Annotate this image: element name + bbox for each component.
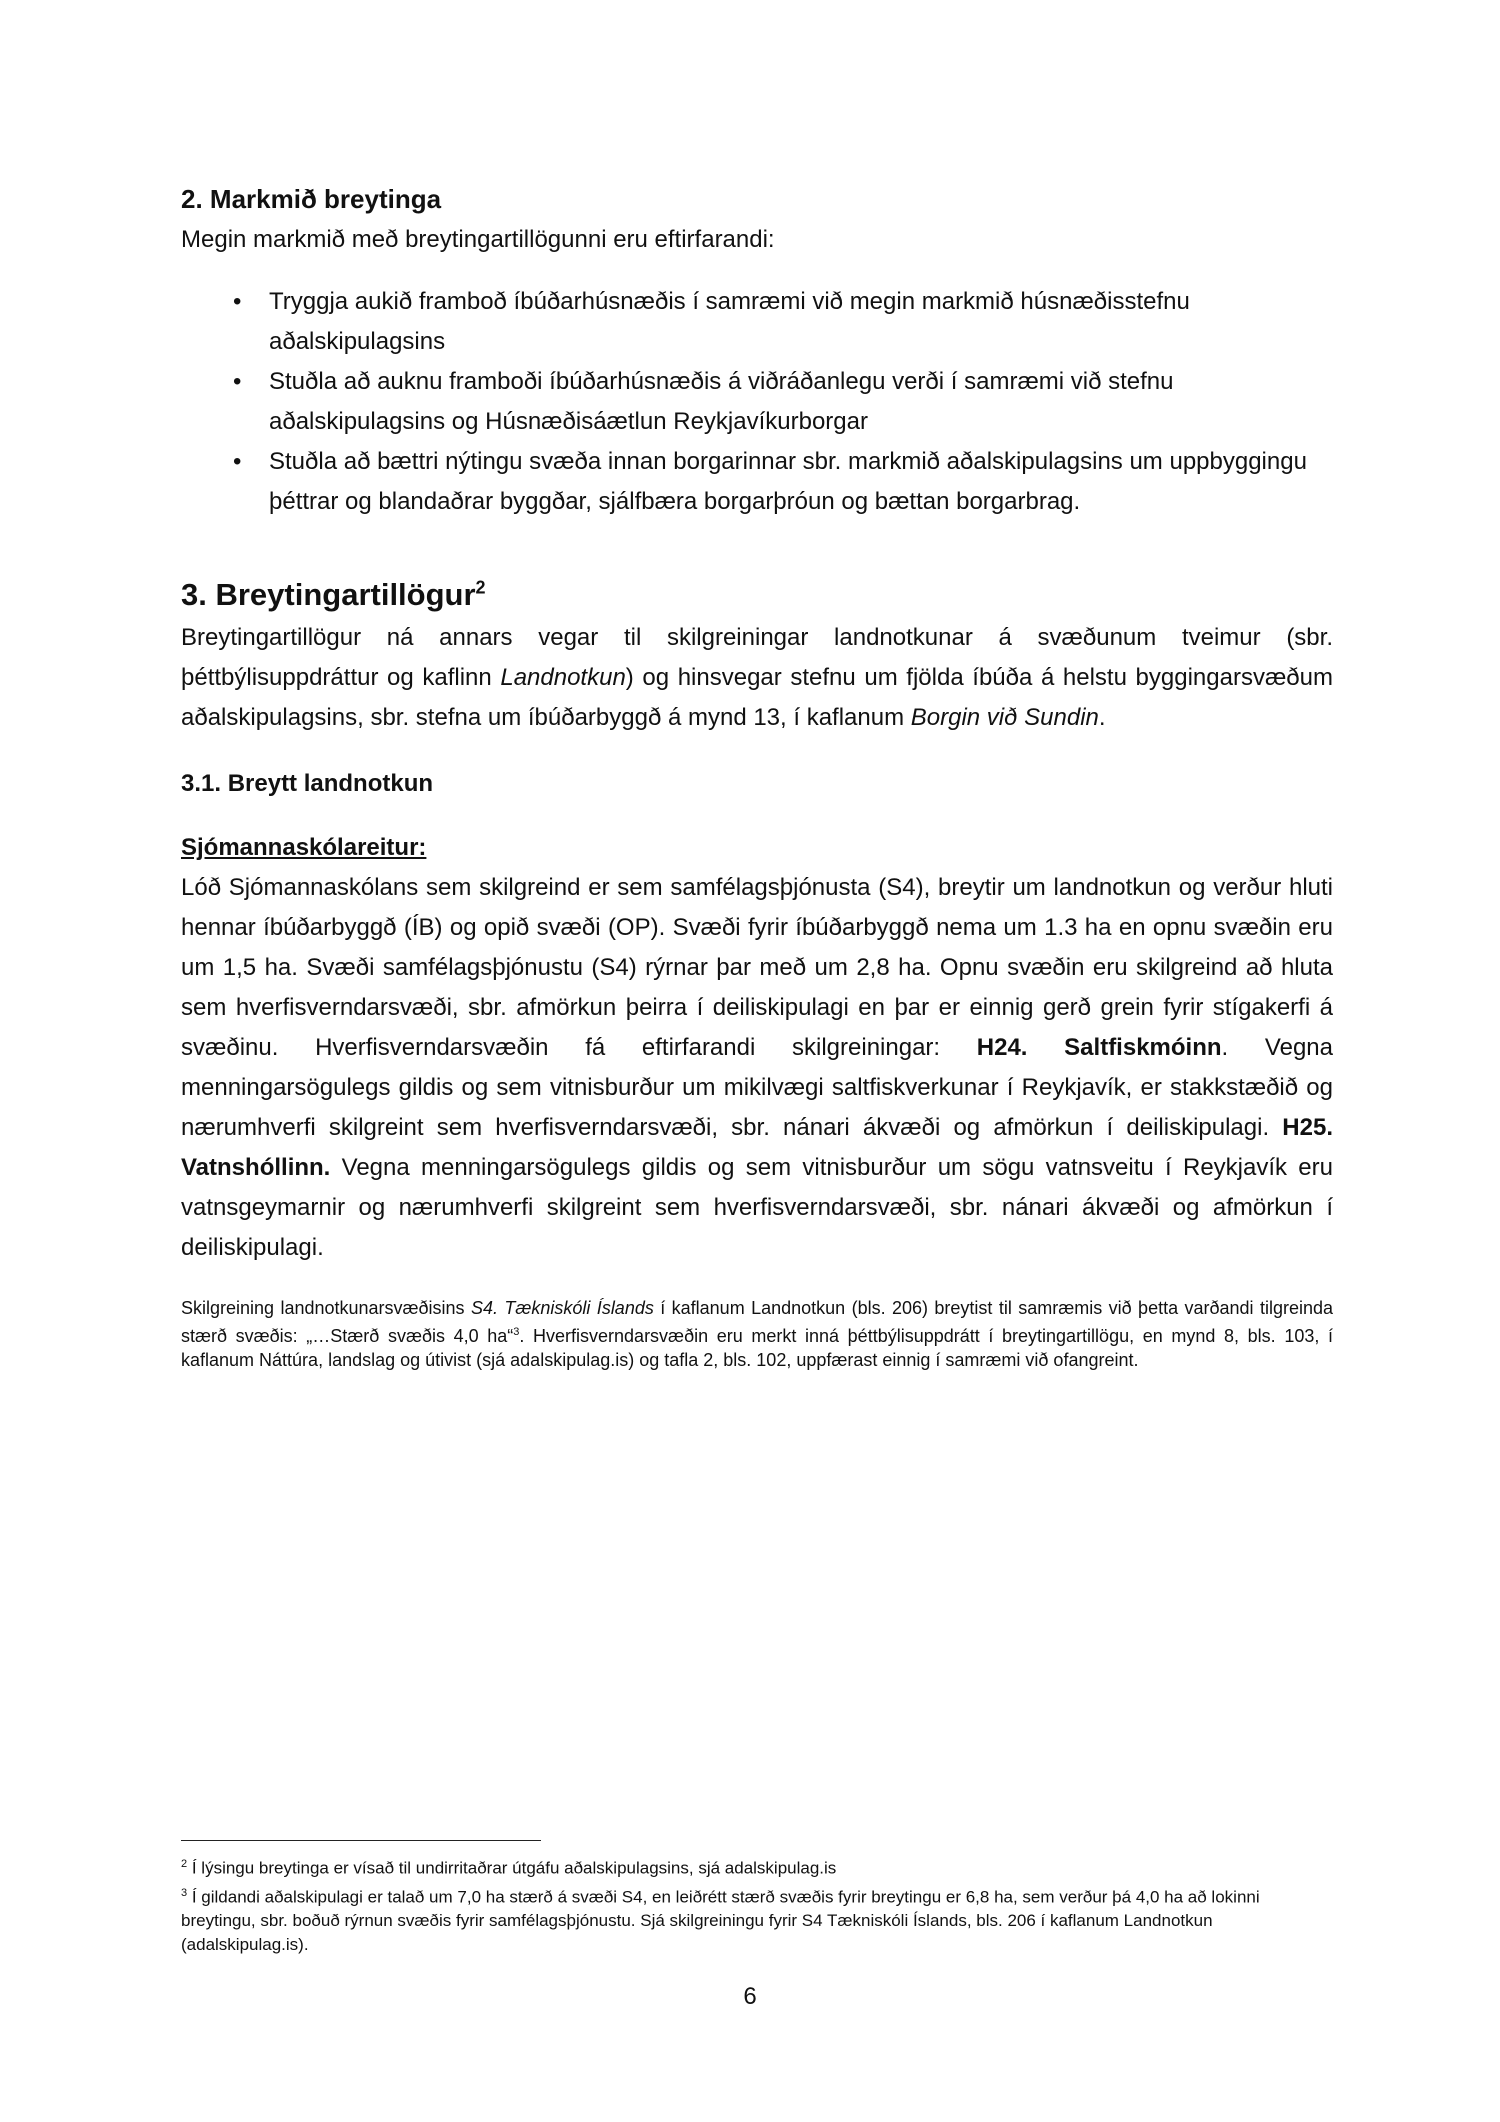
text-run: Vegna menningarsögulegs gildis og sem vitnisburður um sögu vatnsveitu í Reykjavík eru vatnsgeymarnir og nærumhverfi skilgreint sem hverfisverndarsvæði, sbr. nánari ákvæði og afmörkun í deiliskipulagi. [181, 1154, 1333, 1261]
text-run: Skilgreining landnotkunarsvæðisins [181, 1298, 471, 1318]
list-item-text: Tryggja aukið framboð íbúðarhúsnæðis í samræmi við megin markmið húsnæðisstefnu aðalskipulagsins [269, 288, 1190, 355]
section-3-paragraph [181, 618, 1333, 738]
goals-list [181, 282, 1333, 522]
bold-term: H25. Vatnshóllinn. [181, 1114, 1333, 1181]
page-body [181, 178, 1333, 1372]
footnote-number: 3 [181, 1886, 188, 1899]
text-run: . Vegna menningarsögulegs gildis og sem vitnisburður um mikilvægi saltfiskverkunar í Reykjavík, er stakkstæðið og nærumhverfi skilgreint sem hverfisverndarsvæði, sbr. nánari ákvæði og afmörkun í deiliskipulagi. [181, 1034, 1333, 1141]
text-run: . [1098, 704, 1106, 731]
section-3-heading [181, 572, 1333, 618]
list-item [181, 282, 1333, 362]
area-title: Sjómannaskólareitur: [181, 834, 427, 861]
footnote-number: 2 [181, 1858, 188, 1870]
text-run: Breytingartillögur ná annars vegar til skilgreiningar landnotkunar á svæðunum tveimur (sbr. þéttbýlisuppdráttur og kaflinn [181, 624, 1333, 691]
bullet-icon: • [233, 288, 242, 315]
text-run: ) og hinsvegar stefnu um fjölda íbúða á helstu byggingarsvæðum aðalskipulagsins, sbr. stefna um íbúðarbyggð á mynd 13, í kaflanum [181, 664, 1333, 731]
footnote-ref-2[interactable]: 2 [475, 577, 486, 598]
section-3-heading-text: 3. Breytingartillögur [181, 577, 476, 612]
list-item-text: Stuðla að auknu framboði íbúðarhúsnæðis á viðráðanlegu verði í samræmi við stefnu aðalskipulagsins og Húsnæðisáætlun Reykjavíkurborgar [269, 368, 1174, 435]
list-item [181, 362, 1333, 442]
footnotes [181, 1852, 1333, 1957]
list-item-text: Stuðla að bættri nýtingu svæða innan borgarinnar sbr. markmið aðalskipulagsins um uppbyggingu þéttrar og blandaðrar byggðar, sjálfbæra borgarþróun og bættan borgarbrag. [269, 448, 1307, 515]
section-2-heading: 2. Markmið breytinga [181, 184, 442, 214]
italic-term: S4. Tækniskóli Íslands [470, 1298, 654, 1318]
s4-definition-note [181, 1296, 1333, 1372]
text-run: í kaflanum Landnotkun (bls. 206) breytist til samræmis við þetta varðandi tilgreinda stærð svæðis: „…Stærð svæðis 4,0 ha“ [181, 1298, 1333, 1346]
bold-term: H24. Saltfiskmóinn [976, 1034, 1222, 1061]
list-item [181, 442, 1333, 522]
text-run: . Hverfisverndarsvæðin eru merkt inná þéttbýlisuppdrátt í breytingartillögu, en mynd 8, bls. 103, í kaflanum Náttúra, landslag og útivist (sjá adalskipulag.is) og tafla 2, bls. 102, uppfærast einnig í samræmi við ofangreint. [181, 1326, 1333, 1370]
bullet-icon: • [233, 368, 242, 395]
footnote-2 [181, 1852, 1333, 1881]
bullet-icon: • [233, 448, 242, 475]
footnote-divider [181, 1840, 541, 1841]
footnote-text: Í gildandi aðalskipulagi er talað um 7,0 ha stærð á svæði S4, en leiðrétt stærð svæðis fyrir breytingu er 6,8 ha, sem verður þá 4,0 ha að lokinni breytingu, sbr. boðuð rýrnun svæðis fyrir samfélagsþjónustu. Sjá skilgreiningu fyrir S4 Tækniskóli Íslands, bls. 206 í kaflanum Landnotkun (adalskipulag.is). [181, 1887, 1260, 1955]
footnote-ref-3[interactable]: 3 [513, 1326, 520, 1338]
italic-term: Borgin við Sundin [910, 704, 1099, 731]
page-number: 6 [743, 1983, 757, 2010]
italic-term: Landnotkun [500, 664, 626, 691]
section-3-1-body [181, 868, 1333, 1268]
footnote-text: Í lýsingu breytinga er vísað til undirritaðrar útgáfu aðalskipulagsins, sjá adalskipulag.is [187, 1858, 837, 1878]
section-2-intro: Megin markmið með breytingartillögunni eru eftirfarandi: [181, 226, 775, 253]
section-3-1-heading: 3.1. Breytt landnotkun [181, 770, 434, 797]
footnote-3 [181, 1881, 1333, 1958]
text-run: Lóð Sjómannaskólans sem skilgreind er sem samfélagsþjónusta (S4), breytir um landnotkun og verður hluti hennar íbúðarbyggð (ÍB) og opið svæði (OP). Svæði fyrir íbúðarbyggð nema um 1.3 ha en opnu svæðin eru um 1,5 ha. Svæði samfélagsþjónustu (S4) rýrnar þar með um 2,8 ha. Opnu svæðin eru skilgreind að hluta sem hverfisverndarsvæði, sbr. afmörkun þeirra í deiliskipulagi en þar er einnig gerð grein fyrir stígakerfi á svæðinu. Hverfisverndarsvæðin fá eftirfarandi skilgreiningar: [181, 874, 1333, 1061]
